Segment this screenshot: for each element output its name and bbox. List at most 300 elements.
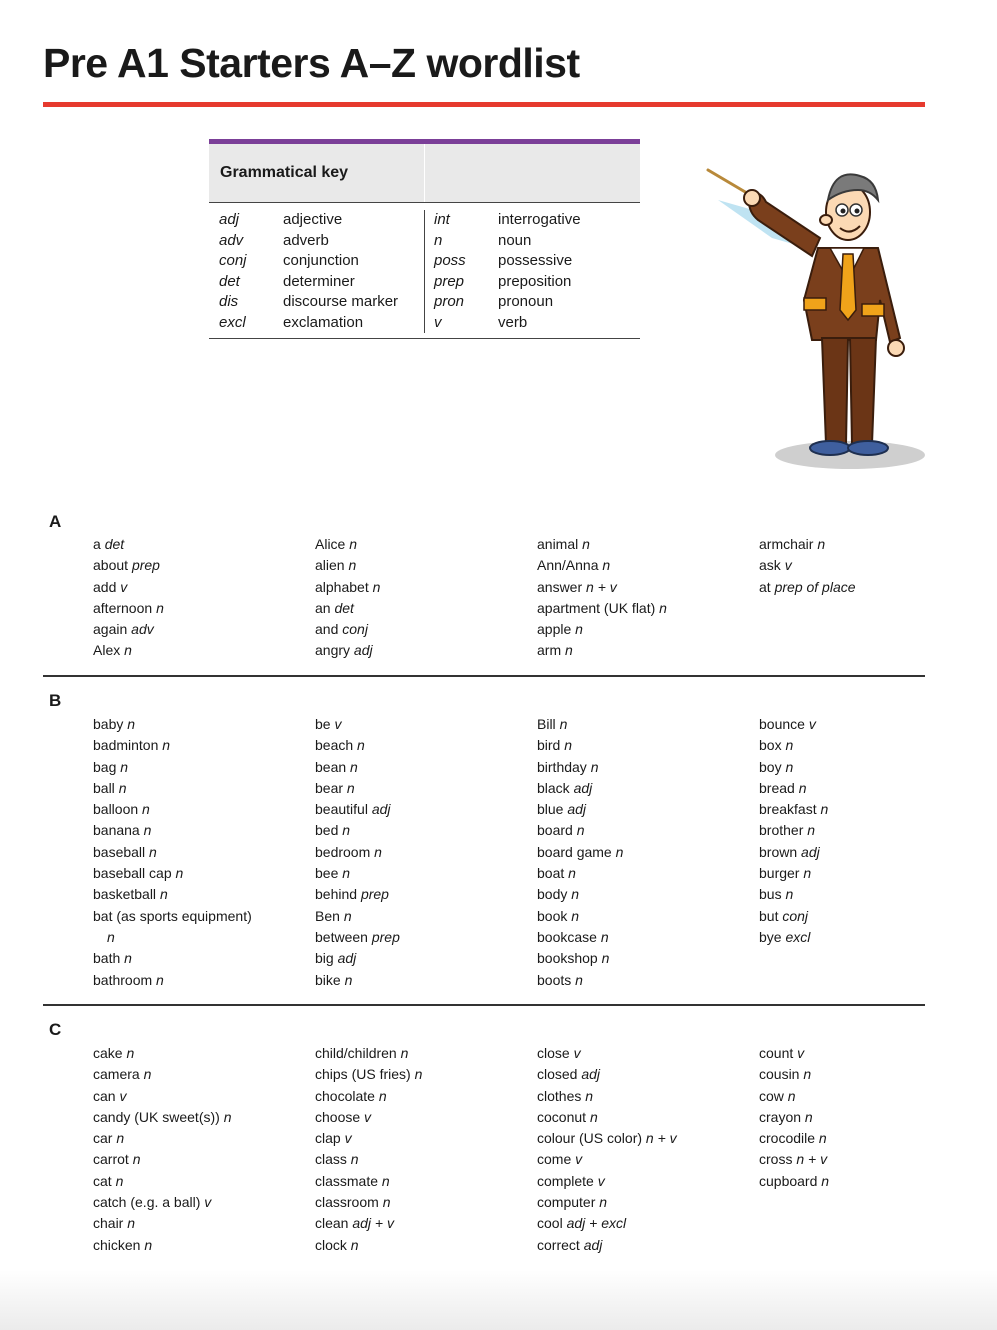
- part-of-speech: adj + excl: [566, 1215, 627, 1232]
- part-of-speech: n: [818, 1130, 827, 1147]
- word: computer: [537, 1194, 596, 1211]
- word: answer: [537, 578, 583, 595]
- part-of-speech: n: [350, 1236, 359, 1253]
- part-of-speech: n: [571, 907, 580, 924]
- word: cool: [537, 1215, 563, 1232]
- part-of-speech: n: [350, 758, 358, 775]
- word-entry: [759, 820, 981, 841]
- part-of-speech: n: [372, 578, 381, 595]
- part-of-speech: n: [143, 822, 152, 839]
- word-entry: [315, 1086, 537, 1107]
- word: bathroom: [93, 971, 153, 988]
- word-entry: [537, 970, 759, 991]
- word: ask: [759, 557, 781, 574]
- word: chips (US fries): [315, 1066, 411, 1083]
- part-of-speech: n: [590, 758, 599, 775]
- word-entry: [537, 1213, 759, 1234]
- part-of-speech: n: [126, 1045, 135, 1061]
- word-entry: [537, 1086, 759, 1107]
- part-of-speech: adj: [567, 801, 587, 818]
- key-meaning: pronoun: [498, 293, 554, 310]
- part-of-speech: n: [116, 1130, 125, 1147]
- word: big: [315, 950, 334, 967]
- part-of-speech: n: [807, 822, 816, 839]
- word: baseball: [93, 843, 146, 860]
- part-of-speech: det: [104, 536, 125, 552]
- word: child/children: [315, 1045, 397, 1061]
- word: chair: [93, 1215, 124, 1232]
- word-entry: [93, 842, 315, 863]
- word-entry: [315, 534, 537, 555]
- part-of-speech: n: [381, 1172, 390, 1189]
- part-of-speech: n: [350, 1151, 359, 1168]
- word-entry: [759, 842, 981, 863]
- key-row: [209, 251, 424, 272]
- word: crayon: [759, 1108, 802, 1125]
- word: choose: [315, 1108, 361, 1125]
- word-column: [93, 1043, 315, 1256]
- word-entry: [759, 1149, 981, 1170]
- word: clock: [315, 1236, 347, 1253]
- word: board: [537, 822, 573, 839]
- key-abbreviation: excl: [219, 313, 246, 331]
- part-of-speech: n + v: [586, 578, 617, 595]
- word: angry: [315, 642, 351, 659]
- word-entry: [93, 970, 315, 991]
- word: bookshop: [537, 950, 598, 967]
- part-of-speech: n: [817, 536, 826, 552]
- key-meaning: verb: [498, 313, 528, 331]
- part-of-speech: n: [115, 1172, 124, 1189]
- part-of-speech: n: [118, 779, 127, 796]
- page-bottom-shade: [0, 1270, 997, 1330]
- word: book: [537, 907, 568, 924]
- word: badminton: [93, 737, 159, 754]
- key-row: [209, 231, 424, 252]
- word-entry: [537, 927, 759, 948]
- key-header: [209, 144, 640, 203]
- key-title: Grammatical key: [220, 164, 349, 181]
- word-entry: [537, 1149, 759, 1170]
- word: basketball: [93, 886, 157, 903]
- key-meaning: conjunction: [283, 252, 359, 269]
- part-of-speech: v: [573, 1045, 581, 1061]
- word-entry: [93, 799, 315, 820]
- word-entry: [93, 906, 315, 927]
- word: burger: [759, 865, 800, 882]
- word: closed: [537, 1066, 578, 1083]
- word-entry: [759, 714, 981, 735]
- part-of-speech: n: [602, 557, 611, 574]
- key-abbreviation: v: [434, 313, 442, 331]
- word: bag: [93, 758, 117, 775]
- part-of-speech: n: [414, 1066, 423, 1083]
- word: an: [315, 599, 331, 616]
- part-of-speech: n: [142, 801, 150, 818]
- key-meaning: noun: [498, 231, 532, 249]
- word: boat: [537, 865, 565, 882]
- word-entry: [315, 619, 537, 640]
- part-of-speech: v: [119, 1087, 127, 1104]
- word-entry: [93, 1171, 315, 1192]
- part-of-speech: prep: [371, 928, 400, 945]
- word: balloon: [93, 801, 139, 818]
- word: can: [93, 1087, 116, 1104]
- part-of-speech: v: [344, 1130, 352, 1147]
- word-entry: [93, 1128, 315, 1149]
- part-of-speech: n: [143, 1066, 152, 1083]
- part-of-speech: n: [599, 1194, 608, 1211]
- word-entry: [759, 1043, 981, 1064]
- word-entry: [537, 534, 759, 555]
- word-entry: [537, 555, 759, 576]
- part-of-speech: adj: [371, 801, 391, 818]
- word-entry: [93, 1043, 315, 1064]
- part-of-speech: n: [127, 1215, 136, 1232]
- word-entry: [93, 884, 315, 905]
- section-b: [43, 691, 925, 1007]
- word-entry: [93, 820, 315, 841]
- key-abbreviation: int: [434, 211, 450, 228]
- part-of-speech: v: [334, 716, 342, 732]
- part-of-speech: n: [120, 758, 129, 775]
- part-of-speech: n: [342, 822, 351, 839]
- word: breakfast: [759, 801, 817, 818]
- word: correct: [537, 1236, 580, 1253]
- word: Ben: [315, 907, 340, 924]
- key-row: [209, 272, 424, 293]
- word: body: [537, 886, 568, 903]
- word-entry: [93, 619, 315, 640]
- word: afternoon: [93, 599, 153, 616]
- word: boots: [537, 971, 572, 988]
- word-entry: [93, 757, 315, 778]
- key-meaning: possessive: [498, 252, 573, 269]
- word: cousin: [759, 1066, 800, 1083]
- word-entry: [537, 640, 759, 661]
- word: clean: [315, 1215, 349, 1232]
- word-entry: [315, 1043, 537, 1064]
- part-of-speech: adj: [573, 779, 593, 796]
- key-row: [209, 292, 424, 313]
- part-of-speech: n: [343, 907, 352, 924]
- key-abbreviation: conj: [219, 252, 247, 269]
- word-entry: [93, 640, 315, 661]
- word-entry: [93, 1086, 315, 1107]
- word-entry: [315, 778, 537, 799]
- word: bean: [315, 758, 347, 775]
- word: close: [537, 1045, 570, 1061]
- word: boy: [759, 758, 782, 775]
- word: armchair: [759, 536, 814, 552]
- part-of-speech: v: [120, 578, 128, 595]
- word-entry: [537, 863, 759, 884]
- word: camera: [93, 1066, 140, 1083]
- word-entry: [759, 799, 981, 820]
- word-entry: [537, 619, 759, 640]
- part-of-speech: v: [597, 1172, 605, 1189]
- word-entry: [537, 1192, 759, 1213]
- part-of-speech: n: [659, 599, 667, 616]
- word: carrot: [93, 1151, 129, 1168]
- part-of-speech: n: [346, 779, 355, 796]
- part-of-speech: v: [204, 1194, 212, 1211]
- teacher-illustration: [700, 160, 930, 472]
- word-entry: [93, 555, 315, 576]
- key-meaning: discourse marker: [283, 293, 399, 310]
- word-entry: [315, 884, 537, 905]
- part-of-speech: v: [797, 1045, 805, 1061]
- section-c: [43, 1020, 925, 1260]
- section-a: [43, 512, 925, 678]
- part-of-speech: v: [784, 557, 792, 574]
- word: apple: [537, 621, 572, 638]
- part-of-speech: n: [162, 737, 171, 754]
- part-of-speech: n: [349, 536, 358, 552]
- word: candy (UK sweet(s)): [93, 1108, 220, 1125]
- key-abbreviation: adj: [219, 211, 240, 228]
- word: between: [315, 928, 368, 945]
- word: bed: [315, 822, 339, 839]
- word-entry: [759, 927, 981, 948]
- key-abbreviation: n: [434, 231, 443, 249]
- word: a: [93, 536, 101, 552]
- word-entry: [759, 778, 981, 799]
- word-column: [537, 714, 759, 991]
- part-of-speech: v: [364, 1108, 372, 1125]
- part-of-speech: n: [348, 557, 357, 574]
- word-entry: [315, 577, 537, 598]
- page-title: Pre A1 Starters A–Z wordlist: [43, 40, 580, 86]
- word: board game: [537, 843, 612, 860]
- part-of-speech: n: [565, 642, 573, 659]
- part-of-speech: prep of place: [774, 578, 856, 595]
- word-entry: [93, 1213, 315, 1234]
- word-column: [759, 1043, 981, 1192]
- part-of-speech: n: [132, 1151, 141, 1168]
- word-entry: [93, 714, 315, 735]
- word: be: [315, 716, 331, 732]
- key-row: [425, 231, 640, 252]
- section-divider: [43, 675, 925, 677]
- word-entry: [537, 735, 759, 756]
- word: bath: [93, 950, 121, 967]
- key-meaning: preposition: [498, 272, 572, 290]
- part-of-speech: n: [585, 1087, 594, 1104]
- word: car: [93, 1130, 113, 1147]
- word-entry: [537, 906, 759, 927]
- word: bat (as sports equipment): [93, 907, 252, 924]
- word: class: [315, 1151, 347, 1168]
- word-entry: [537, 820, 759, 841]
- word-entry: [315, 970, 537, 991]
- word: bounce: [759, 716, 805, 732]
- word: cake: [93, 1045, 123, 1061]
- word: bike: [315, 971, 341, 988]
- part-of-speech: conj: [342, 621, 368, 638]
- word-entry: [93, 948, 315, 969]
- word: crocodile: [759, 1130, 816, 1147]
- word-entry: [315, 1149, 537, 1170]
- part-of-speech: n: [785, 758, 794, 775]
- part-of-speech: adj: [583, 1236, 603, 1253]
- part-of-speech: n: [787, 1087, 796, 1104]
- key-meaning: adverb: [283, 231, 329, 249]
- part-of-speech: n: [378, 1087, 387, 1104]
- word-entry: [315, 906, 537, 927]
- part-of-speech: det: [334, 599, 354, 616]
- part-of-speech: adv: [131, 621, 154, 638]
- word-entry: [93, 577, 315, 598]
- word: Alice: [315, 536, 346, 552]
- part-of-speech: excl: [785, 928, 811, 945]
- word: arm: [537, 642, 562, 659]
- word: count: [759, 1045, 794, 1061]
- word: alien: [315, 557, 345, 574]
- part-of-speech: n: [344, 971, 353, 988]
- part-of-speech: n: [382, 1194, 391, 1211]
- word-entry: [537, 598, 759, 619]
- part-of-speech: conj: [782, 907, 809, 924]
- part-of-speech: prep: [360, 886, 389, 903]
- part-of-speech: n: [803, 865, 812, 882]
- word: about: [93, 557, 129, 574]
- word: baseball cap: [93, 865, 172, 882]
- part-of-speech: n: [149, 843, 157, 860]
- part-of-speech: n: [785, 886, 794, 903]
- key-meaning: exclamation: [283, 313, 364, 331]
- word-entry: [93, 1149, 315, 1170]
- part-of-speech: n: [820, 801, 829, 818]
- part-of-speech: n: [156, 599, 164, 616]
- word: behind: [315, 886, 358, 903]
- key-column-left: [209, 210, 424, 333]
- word: cross: [759, 1151, 793, 1168]
- word-entry: [93, 1235, 315, 1256]
- word-entry: [315, 1107, 537, 1128]
- word-column: [315, 714, 537, 991]
- word-entry: [315, 863, 537, 884]
- word-column: [537, 1043, 759, 1256]
- word: again: [93, 621, 128, 638]
- title-rule: [43, 102, 925, 107]
- word: animal: [537, 536, 579, 552]
- word: bye: [759, 928, 782, 945]
- word-entry: [315, 948, 537, 969]
- word: cow: [759, 1087, 784, 1104]
- part-of-speech: n: [568, 865, 576, 882]
- word: coconut: [537, 1108, 587, 1125]
- key-meaning: adjective: [283, 211, 343, 228]
- part-of-speech: n: [374, 843, 382, 860]
- word-entry: [759, 906, 981, 927]
- word-entry: [759, 863, 981, 884]
- word: clap: [315, 1130, 341, 1147]
- word-column: [315, 534, 537, 662]
- part-of-speech: n: [400, 1045, 409, 1061]
- word-entry: [759, 1086, 981, 1107]
- word-entry: [759, 577, 981, 598]
- key-row: [425, 313, 640, 334]
- key-meaning: determiner: [283, 272, 355, 290]
- word-entry: [537, 948, 759, 969]
- word-entry: [537, 842, 759, 863]
- word-entry: [93, 778, 315, 799]
- word: bird: [537, 737, 561, 754]
- key-meaning: interrogative: [498, 211, 581, 228]
- word: brother: [759, 822, 804, 839]
- word-column: [759, 714, 981, 948]
- part-of-speech: n: [175, 865, 184, 882]
- part-of-speech: n: [159, 886, 168, 903]
- word-column: [315, 1043, 537, 1256]
- section-letter: B: [49, 691, 62, 710]
- key-abbreviation: det: [219, 272, 240, 290]
- word-entry: [537, 884, 759, 905]
- word: but: [759, 907, 779, 924]
- word: bear: [315, 779, 344, 796]
- word: complete: [537, 1172, 594, 1189]
- word-column: [93, 534, 315, 662]
- word-entry: [93, 927, 315, 948]
- word: beach: [315, 737, 354, 754]
- word: birthday: [537, 758, 587, 775]
- key-row: [425, 272, 640, 293]
- word-column: [759, 534, 981, 598]
- word: alphabet: [315, 578, 369, 595]
- word-column: [537, 534, 759, 662]
- word: banana: [93, 822, 140, 839]
- part-of-speech: n: [785, 737, 794, 754]
- key-abbreviation: poss: [434, 252, 466, 269]
- word-entry: [759, 1064, 981, 1085]
- part-of-speech: n: [600, 928, 609, 945]
- word: blue: [537, 801, 564, 818]
- word-entry: [93, 598, 315, 619]
- word: bookcase: [537, 928, 597, 945]
- word: Bill: [537, 716, 556, 732]
- part-of-speech: n: [615, 843, 624, 860]
- word-entry: [93, 1064, 315, 1085]
- word: baby: [93, 716, 124, 732]
- key-row: [425, 292, 640, 313]
- part-of-speech: v: [808, 716, 816, 732]
- word-entry: [537, 1171, 759, 1192]
- word: classmate: [315, 1172, 379, 1189]
- word: at: [759, 578, 771, 595]
- word-entry: [759, 1128, 981, 1149]
- part-of-speech: adj: [581, 1066, 601, 1083]
- word-entry: [759, 1171, 981, 1192]
- word-entry: [537, 714, 759, 735]
- key-abbreviation: pron: [434, 293, 465, 310]
- word-entry: [537, 1043, 759, 1064]
- word-entry: [93, 1192, 315, 1213]
- word-entry: [315, 555, 537, 576]
- key-abbreviation: adv: [219, 231, 244, 249]
- word: bread: [759, 779, 795, 796]
- word-entry: [537, 1128, 759, 1149]
- key-row: [425, 251, 640, 272]
- key-row: [425, 210, 640, 231]
- part-of-speech: n: [601, 950, 610, 967]
- word-entry: [93, 735, 315, 756]
- word: bee: [315, 865, 339, 882]
- word: chicken: [93, 1236, 141, 1253]
- word-entry: [93, 534, 315, 555]
- word: beautiful: [315, 801, 368, 818]
- word: colour (US color): [537, 1130, 643, 1147]
